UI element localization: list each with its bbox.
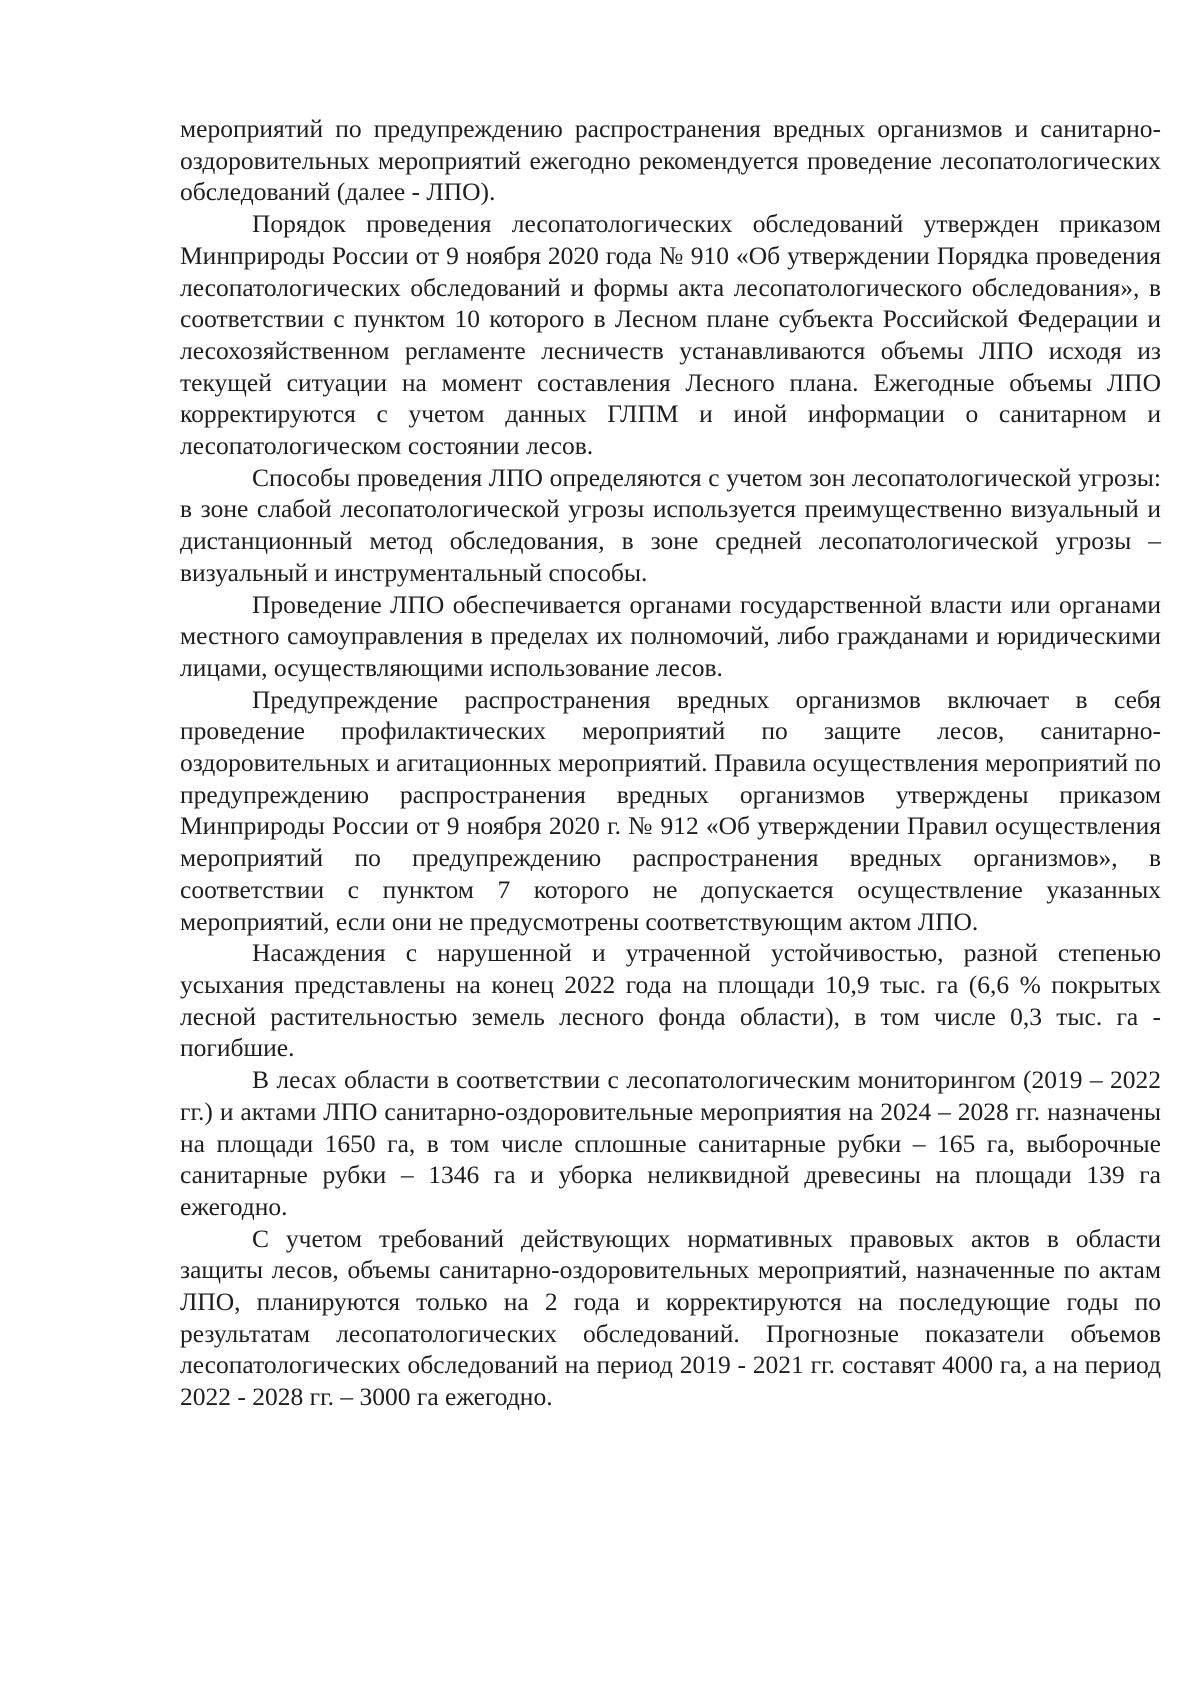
paragraph-lpo-methods: Способы проведения ЛПО определяются с учетом зон лесопатологической угрозы: в зоне слабой лесопатологической угрозы используется преимущественно визуальный и дистанционный метод обследования, в зоне средней лесопатологической угрозы – визуальный и инструментальный способы. [180,462,1161,587]
paragraph-continuation: мероприятий по предупреждению распространения вредных организмов и санитарно-оздоровительных мероприятий ежегодно рекомендуется проведение лесопатологических обследований (далее - ЛПО). [180,114,1161,207]
paragraph-prevention-rules: Предупреждение распространения вредных организмов включает в себя проведение профилактических мероприятий по защите лесов, санитарно-оздоровительных и агитационных мероприятий. Правила осуществления мероприятий по предупреждению распространения вредных организмов утверждены приказом Минприроды России от 9 ноября 2020 г. № 912 «Об утверждении Правил осуществления мероприятий по предупреждению распространения вредных организмов», в соответствии с пунктом 7 которого не допускается осуществление указанных мероприятий, если они не предусмотрены соответствующим актом ЛПО. [180,684,1161,936]
paragraph-lpo-procedure: Порядок проведения лесопатологических обследований утвержден приказом Минприроды России от 9 ноября 2020 года № 910 «Об утверждении Порядка проведения лесопатологических обследований и формы акта лесопатологического обследования», в соответствии с пунктом 10 которого в Лесном плане субъекта Российской Федерации и лесохозяйственном регламенте лесничеств устанавливаются объемы ЛПО исходя из текущей ситуации на момент составления Лесного плана. Ежегодные объемы ЛПО корректируются с учетом данных ГЛПМ и иной информации о санитарном и лесопатологическом состоянии лесов. [180,209,1161,461]
paragraph-forecast-volumes: С учетом требований действующих нормативных правовых актов в области защиты лесов, объемы санитарно-оздоровительных мероприятий, назначенные по актам ЛПО, планируются только на 2 года и корректируются на последующие годы по результатам лесопатологических обследований. Прогнозные показатели объемов лесопатологических обследований на период 2019 - 2021 гг. составят 4000 га, а на период 2022 - 2028 гг. – 3000 га ежегодно. [180,1223,1161,1412]
paragraph-damaged-stands: Насаждения с нарушенной и утраченной устойчивостью, разной степенью усыхания представлены на конец 2022 года на площади 10,9 тыс. га (6,6 % покрытых лесной растительностью земель лесного фонда области), в том числе 0,3 тыс. га - погибшие. [180,938,1161,1063]
paragraph-sanitary-measures: В лесах области в соответствии с лесопатологическим мониторингом (2019 – 2022 гг.) и актами ЛПО санитарно-оздоровительные мероприятия на 2024 – 2028 гг. назначены на площади 1650 га, в том числе сплошные санитарные рубки – 165 га, выборочные санитарные рубки – 1346 га и уборка неликвидной древесины на площади 139 га ежегодно. [180,1065,1161,1221]
document-page [180,113,1161,1413]
paragraph-lpo-provision: Проведение ЛПО обеспечивается органами государственной власти или органами местного самоуправления в пределах их полномочий, либо гражданами и юридическими лицами, осуществляющими использование лесов. [180,589,1161,682]
